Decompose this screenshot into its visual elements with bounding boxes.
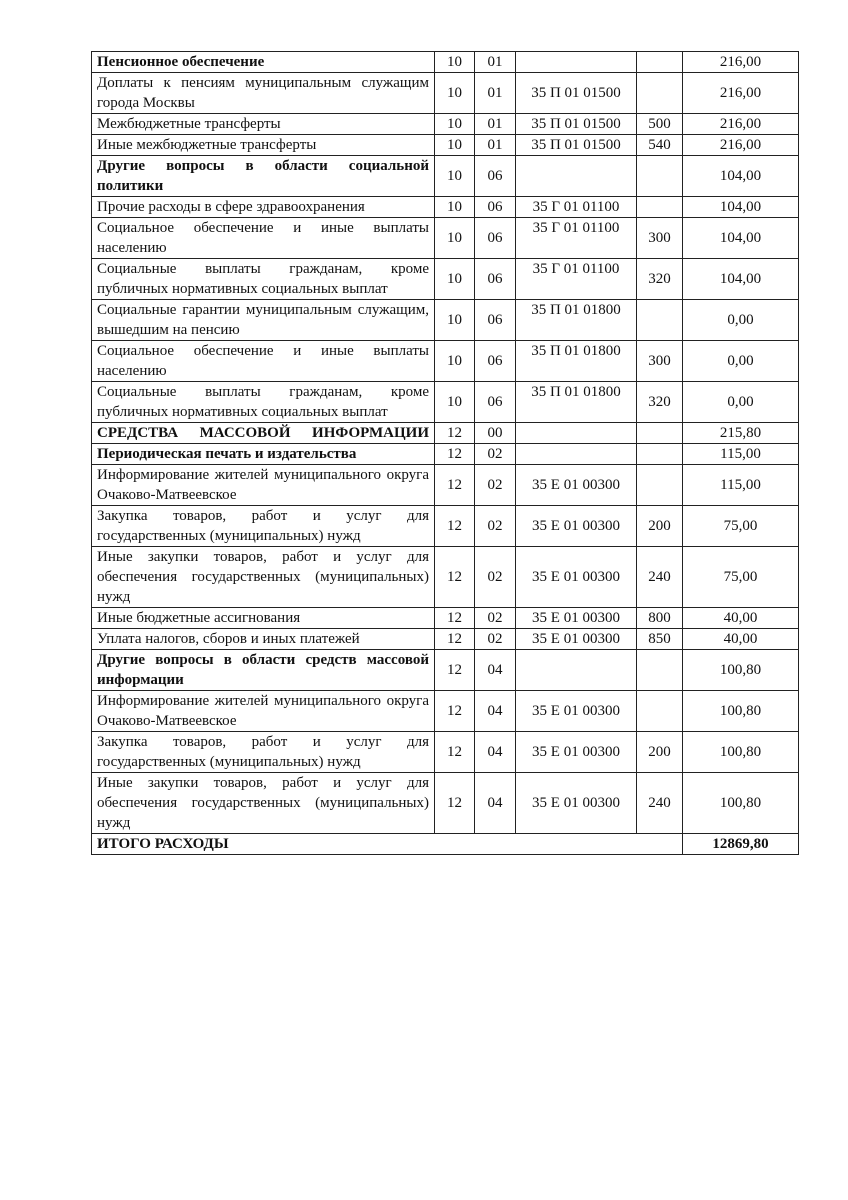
subsection-code: 06 bbox=[475, 197, 516, 218]
section-code: 12 bbox=[435, 732, 475, 773]
target-article-code bbox=[516, 444, 637, 465]
subsection-code: 01 bbox=[475, 73, 516, 114]
row-name: Информирование жителей муниципального округа Очаково-Матвеевское bbox=[92, 465, 435, 506]
amount: 75,00 bbox=[683, 547, 799, 608]
table-row bbox=[92, 444, 799, 465]
amount: 215,80 bbox=[683, 423, 799, 444]
table-row bbox=[92, 156, 799, 197]
section-code: 12 bbox=[435, 547, 475, 608]
target-article-code: 35 Е 01 00300 bbox=[516, 629, 637, 650]
amount: 40,00 bbox=[683, 629, 799, 650]
table-row bbox=[92, 197, 799, 218]
target-article-code: 35 Г 01 01100 bbox=[516, 259, 637, 300]
table-row bbox=[92, 608, 799, 629]
subsection-code: 06 bbox=[475, 259, 516, 300]
subsection-code: 02 bbox=[475, 465, 516, 506]
expense-type-code bbox=[637, 156, 683, 197]
section-code: 12 bbox=[435, 506, 475, 547]
amount: 100,80 bbox=[683, 732, 799, 773]
section-code: 10 bbox=[435, 218, 475, 259]
expense-type-code bbox=[637, 691, 683, 732]
section-code: 10 bbox=[435, 73, 475, 114]
target-article-code bbox=[516, 156, 637, 197]
amount: 0,00 bbox=[683, 300, 799, 341]
expense-type-code: 320 bbox=[637, 259, 683, 300]
target-article-code: 35 Е 01 00300 bbox=[516, 691, 637, 732]
section-code: 12 bbox=[435, 629, 475, 650]
section-code: 10 bbox=[435, 52, 475, 73]
table-row bbox=[92, 650, 799, 691]
table-row bbox=[92, 73, 799, 114]
amount: 216,00 bbox=[683, 135, 799, 156]
section-code: 12 bbox=[435, 691, 475, 732]
table-row bbox=[92, 732, 799, 773]
row-name: Межбюджетные трансферты bbox=[92, 114, 435, 135]
table-row bbox=[92, 629, 799, 650]
section-code: 10 bbox=[435, 259, 475, 300]
expense-type-code: 320 bbox=[637, 382, 683, 423]
section-code: 10 bbox=[435, 197, 475, 218]
expense-type-code: 200 bbox=[637, 732, 683, 773]
subsection-code: 04 bbox=[475, 691, 516, 732]
table-row bbox=[92, 300, 799, 341]
row-name: Другие вопросы в области средств массовой информации bbox=[92, 650, 435, 691]
row-name: Социальное обеспечение и иные выплаты населению bbox=[92, 218, 435, 259]
expense-type-code bbox=[637, 73, 683, 114]
row-name: Закупка товаров, работ и услуг для государственных (муниципальных) нужд bbox=[92, 506, 435, 547]
table-row bbox=[92, 114, 799, 135]
row-name: Социальные выплаты гражданам, кроме публичных нормативных социальных выплат bbox=[92, 382, 435, 423]
expense-type-code bbox=[637, 423, 683, 444]
subsection-code: 02 bbox=[475, 629, 516, 650]
subsection-code: 02 bbox=[475, 444, 516, 465]
amount: 115,00 bbox=[683, 444, 799, 465]
row-name: Иные закупки товаров, работ и услуг для обеспечения государственных (муниципальных) нужд bbox=[92, 547, 435, 608]
section-code: 10 bbox=[435, 382, 475, 423]
expense-type-code: 500 bbox=[637, 114, 683, 135]
row-name: Социальные гарантии муниципальным служащим, вышедшим на пенсию bbox=[92, 300, 435, 341]
section-code: 12 bbox=[435, 465, 475, 506]
row-name: Иные бюджетные ассигнования bbox=[92, 608, 435, 629]
expense-type-code bbox=[637, 197, 683, 218]
row-name: Социальное обеспечение и иные выплаты населению bbox=[92, 341, 435, 382]
target-article-code: 35 П 01 01800 bbox=[516, 341, 637, 382]
section-code: 10 bbox=[435, 341, 475, 382]
expense-type-code bbox=[637, 300, 683, 341]
subsection-code: 06 bbox=[475, 341, 516, 382]
expense-type-code: 200 bbox=[637, 506, 683, 547]
subsection-code: 01 bbox=[475, 52, 516, 73]
target-article-code: 35 П 01 01800 bbox=[516, 382, 637, 423]
table-row bbox=[92, 341, 799, 382]
total-label: ИТОГО РАСХОДЫ bbox=[92, 834, 683, 855]
section-code: 12 bbox=[435, 773, 475, 834]
subsection-code: 06 bbox=[475, 382, 516, 423]
expense-type-code: 540 bbox=[637, 135, 683, 156]
section-code: 12 bbox=[435, 444, 475, 465]
subsection-code: 01 bbox=[475, 135, 516, 156]
section-code: 10 bbox=[435, 156, 475, 197]
row-name: Социальные выплаты гражданам, кроме публичных нормативных социальных выплат bbox=[92, 259, 435, 300]
amount: 104,00 bbox=[683, 197, 799, 218]
row-name: Другие вопросы в области социальной политики bbox=[92, 156, 435, 197]
section-code: 10 bbox=[435, 135, 475, 156]
total-amount: 12869,80 bbox=[683, 834, 799, 855]
row-name: Закупка товаров, работ и услуг для государственных (муниципальных) нужд bbox=[92, 732, 435, 773]
table-row bbox=[92, 218, 799, 259]
expense-type-code: 850 bbox=[637, 629, 683, 650]
section-code: 10 bbox=[435, 114, 475, 135]
table-row bbox=[92, 465, 799, 506]
table-row bbox=[92, 691, 799, 732]
table-row bbox=[92, 423, 799, 444]
subsection-code: 06 bbox=[475, 300, 516, 341]
amount: 40,00 bbox=[683, 608, 799, 629]
target-article-code: 35 П 01 01500 bbox=[516, 114, 637, 135]
section-code: 10 bbox=[435, 300, 475, 341]
expense-type-code: 240 bbox=[637, 547, 683, 608]
target-article-code: 35 П 01 01500 bbox=[516, 73, 637, 114]
row-name: Пенсионное обеспечение bbox=[92, 52, 435, 73]
target-article-code: 35 Е 01 00300 bbox=[516, 465, 637, 506]
row-name: Прочие расходы в сфере здравоохранения bbox=[92, 197, 435, 218]
subsection-code: 02 bbox=[475, 547, 516, 608]
amount: 100,80 bbox=[683, 650, 799, 691]
target-article-code bbox=[516, 423, 637, 444]
amount: 216,00 bbox=[683, 114, 799, 135]
amount: 104,00 bbox=[683, 156, 799, 197]
target-article-code: 35 П 01 01800 bbox=[516, 300, 637, 341]
section-code: 12 bbox=[435, 650, 475, 691]
target-article-code bbox=[516, 52, 637, 73]
expenditure-table bbox=[91, 51, 799, 855]
amount: 75,00 bbox=[683, 506, 799, 547]
table-row bbox=[92, 259, 799, 300]
target-article-code: 35 Е 01 00300 bbox=[516, 773, 637, 834]
row-name: Доплаты к пенсиям муниципальным служащим города Москвы bbox=[92, 73, 435, 114]
expense-type-code: 240 bbox=[637, 773, 683, 834]
expense-type-code bbox=[637, 465, 683, 506]
expense-type-code: 800 bbox=[637, 608, 683, 629]
amount: 104,00 bbox=[683, 218, 799, 259]
section-code: 12 bbox=[435, 423, 475, 444]
row-name: Иные закупки товаров, работ и услуг для обеспечения государственных (муниципальных) нужд bbox=[92, 773, 435, 834]
target-article-code: 35 Е 01 00300 bbox=[516, 732, 637, 773]
amount: 100,80 bbox=[683, 691, 799, 732]
expense-type-code: 300 bbox=[637, 341, 683, 382]
amount: 115,00 bbox=[683, 465, 799, 506]
subsection-code: 06 bbox=[475, 156, 516, 197]
table-row bbox=[92, 52, 799, 73]
expense-type-code bbox=[637, 444, 683, 465]
amount: 216,00 bbox=[683, 73, 799, 114]
row-name: Периодическая печать и издательства bbox=[92, 444, 435, 465]
target-article-code: 35 Е 01 00300 bbox=[516, 608, 637, 629]
target-article-code: 35 П 01 01500 bbox=[516, 135, 637, 156]
total-row bbox=[92, 834, 799, 855]
expense-type-code bbox=[637, 650, 683, 691]
subsection-code: 00 bbox=[475, 423, 516, 444]
subsection-code: 02 bbox=[475, 608, 516, 629]
expense-type-code: 300 bbox=[637, 218, 683, 259]
amount: 0,00 bbox=[683, 341, 799, 382]
row-name: Иные межбюджетные трансферты bbox=[92, 135, 435, 156]
amount: 0,00 bbox=[683, 382, 799, 423]
target-article-code: 35 Г 01 01100 bbox=[516, 197, 637, 218]
subsection-code: 06 bbox=[475, 218, 516, 259]
target-article-code: 35 Г 01 01100 bbox=[516, 218, 637, 259]
subsection-code: 02 bbox=[475, 506, 516, 547]
table-row bbox=[92, 382, 799, 423]
table-row bbox=[92, 506, 799, 547]
subsection-code: 04 bbox=[475, 773, 516, 834]
amount: 216,00 bbox=[683, 52, 799, 73]
row-name: Уплата налогов, сборов и иных платежей bbox=[92, 629, 435, 650]
table-row bbox=[92, 773, 799, 834]
table-row bbox=[92, 135, 799, 156]
row-name: Информирование жителей муниципального округа Очаково-Матвеевское bbox=[92, 691, 435, 732]
amount: 104,00 bbox=[683, 259, 799, 300]
row-name: СРЕДСТВА МАССОВОЙ ИНФОРМАЦИИ bbox=[92, 423, 435, 444]
expense-type-code bbox=[637, 52, 683, 73]
subsection-code: 04 bbox=[475, 650, 516, 691]
section-code: 12 bbox=[435, 608, 475, 629]
target-article-code bbox=[516, 650, 637, 691]
subsection-code: 04 bbox=[475, 732, 516, 773]
target-article-code: 35 Е 01 00300 bbox=[516, 547, 637, 608]
subsection-code: 01 bbox=[475, 114, 516, 135]
amount: 100,80 bbox=[683, 773, 799, 834]
target-article-code: 35 Е 01 00300 bbox=[516, 506, 637, 547]
table-row bbox=[92, 547, 799, 608]
